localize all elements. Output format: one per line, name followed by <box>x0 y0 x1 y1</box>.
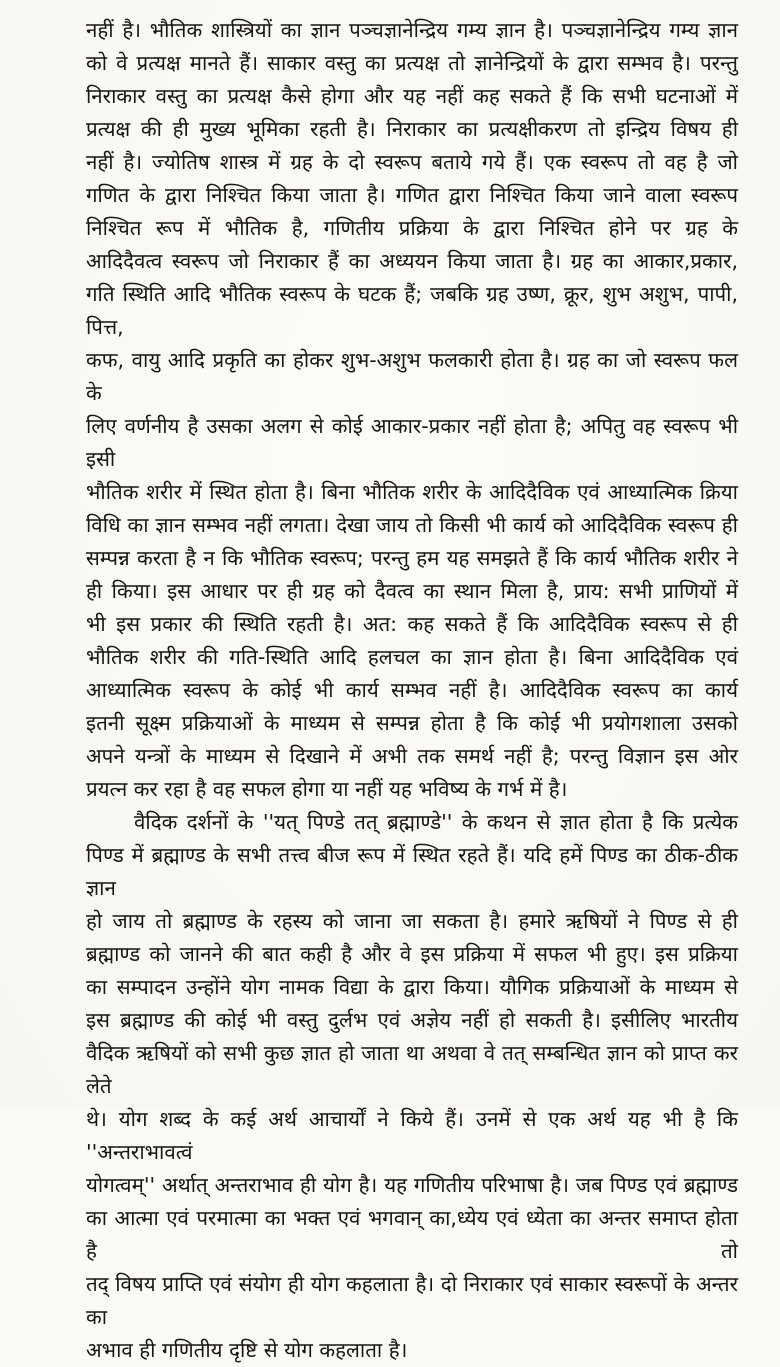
text-line: विधि का ज्ञान सम्भव नहीं लगता। देखा जाय तो किसी भी कार्य को आदिदैविक स्वरूप ही <box>86 513 738 537</box>
paragraph <box>86 806 738 1367</box>
text-line: अभाव ही गणितीय दृष्टि से योग कहलाता है। <box>86 1338 408 1362</box>
text-line: हो जाय तो ब्रह्माण्ड के रहस्य को जाना जा सकता है। हमारे ऋषियों ने पिण्ड से ही <box>86 909 738 933</box>
text-line: योगत्वम्'' अर्थात् अन्तराभाव ही योग है। यह गणितीय परिभाषा है। जब पिण्ड एवं ब्रह्माण्ड <box>86 1173 738 1197</box>
text-line: इतनी सूक्ष्म प्रक्रियाओं के माध्यम से सम्पन्न होता है कि कोई भी प्रयोगशाला उसको <box>86 711 738 735</box>
text-line: गणित के द्वारा निश्चित किया जाता है। गणित द्वारा निश्चित किया जाने वाला स्वरूप <box>86 183 738 207</box>
text-line: निश्चित रूप में भौतिक है, गणितीय प्रक्रिया के द्वारा निश्चित होने पर ग्रह के <box>86 216 738 240</box>
text-line: भौतिक शरीर की गति-स्थिति आदि हलचल का ज्ञान होता है। बिना आदिदैविक एवं <box>86 645 738 669</box>
text-line: अपने यन्त्रों के माध्यम से दिखाने में अभी तक समर्थ नहीं है; परन्तु विज्ञान इस ओर <box>86 744 738 768</box>
text-line: प्रत्यक्ष की ही मुख्य भूमिका रहती है। निराकार का प्रत्यक्षीकरण तो इन्द्रिय विषय ही <box>86 117 739 141</box>
text-body <box>86 14 738 1367</box>
text-line: आदिदैवत्व स्वरूप जो निराकार हैं का अध्ययन किया जाता है। ग्रह का आकार,प्रकार, <box>86 249 738 273</box>
text-line: पिण्ड में ब्रह्माण्ड के सभी तत्त्व बीज रूप में स्थित रहते हैं। यदि हमें पिण्ड का ठीक-ठीक ज्ञान <box>86 843 738 900</box>
text-line: का सम्पादन उन्होंने योग नामक विद्या के द्वारा किया। यौगिक प्रक्रियाओं के माध्यम से <box>86 975 738 999</box>
text-line: तद् विषय प्राप्ति एवं संयोग ही योग कहलाता है। दो निराकार एवं साकार स्वरूपों के अन्तर का <box>86 1272 738 1329</box>
text-line: वैदिक दर्शनों के ''यत् पिण्डे तत् ब्रह्माण्डे'' के कथन से ज्ञात होता है कि प्रत्येक <box>134 810 738 834</box>
text-line: को वे प्रत्यक्ष मानते हैं। साकार वस्तु का प्रत्यक्ष तो ज्ञानेन्द्रियों के द्वारा सम्भव है। परन्तु <box>86 51 738 75</box>
text-line: लिए वर्णनीय है उसका अलग से कोई आकार-प्रकार नहीं होता है; अपितु वह स्वरूप भी इसी <box>86 414 738 471</box>
text-line: ही किया। इस आधार पर ही ग्रह को दैवत्व का स्थान मिला है, प्राय: सभी प्राणियों में <box>86 579 738 603</box>
text-line: नहीं है। भौतिक शास्त्रियों का ज्ञान पञ्चज्ञानेन्द्रिय गम्य ज्ञान है। पञ्चज्ञानेन्द्रिय गम्य ज्ञान <box>86 18 738 42</box>
text-line: थे। योग शब्द के कई अर्थ आचार्यों ने किये हैं। उनमें से एक अर्थ यह भी है कि ''अन्तराभावत्वं <box>86 1107 738 1164</box>
text-line: नहीं है। ज्योतिष शास्त्र में ग्रह के दो स्वरूप बताये गये हैं। एक स्वरूप तो वह है जो <box>86 150 738 174</box>
paragraph <box>86 14 738 806</box>
text-line: प्रयत्न कर रहा है वह सफल होगा या नहीं यह भविष्य के गर्भ में है। <box>86 777 568 801</box>
text-line: आध्यात्मिक स्वरूप के कोई भी कार्य सम्भव नहीं है। आदिदैविक स्वरूप का कार्य <box>86 678 738 702</box>
text-line: गति स्थिति आदि भौतिक स्वरूप के घटक हैं; जबकि ग्रह उष्ण, क्रूर, शुभ अशुभ, पापी, पित्त, <box>86 282 738 339</box>
text-line: भी इस प्रकार की स्थिति रहती है। अत: कह सकते हैं कि आदिदैविक स्वरूप से ही <box>86 612 738 636</box>
text-line: इस ब्रह्माण्ड की कोई भी वस्तु दुर्लभ एवं अज्ञेय नहीं हो सकती है। इसीलिए भारतीय <box>86 1008 738 1032</box>
text-line: कफ, वायु आदि प्रकृति का होकर शुभ-अशुभ फलकारी होता है। ग्रह का जो स्वरूप फल के <box>86 348 738 405</box>
text-line: वैदिक ऋषियों को सभी कुछ ज्ञात हो जाता था अथवा वे तत् सम्बन्धित ज्ञान को प्राप्त कर लेते <box>86 1041 738 1098</box>
text-line: ब्रह्माण्ड को जानने की बात कही है और वे इस प्रक्रिया में सफल भी हुए। इस प्रक्रिया <box>86 942 738 966</box>
text-line: भौतिक शरीर में स्थित होता है। बिना भौतिक शरीर के आदिदैविक एवं आध्यात्मिक क्रिया <box>86 480 738 504</box>
text-line: निराकार वस्तु का प्रत्यक्ष कैसे होगा और यह नहीं कह सकते हैं कि सभी घटनाओं में <box>86 84 738 108</box>
text-line: सम्पन्न करता है न कि भौतिक स्वरूप; परन्तु हम यह समझते हैं कि कार्य भौतिक शरीर ने <box>86 546 738 570</box>
text-line: का आत्मा एवं परमात्मा का भक्त एवं भगवान् का,ध्येय एवं ध्येता का अन्तर समाप्त होता है तो <box>86 1206 738 1263</box>
